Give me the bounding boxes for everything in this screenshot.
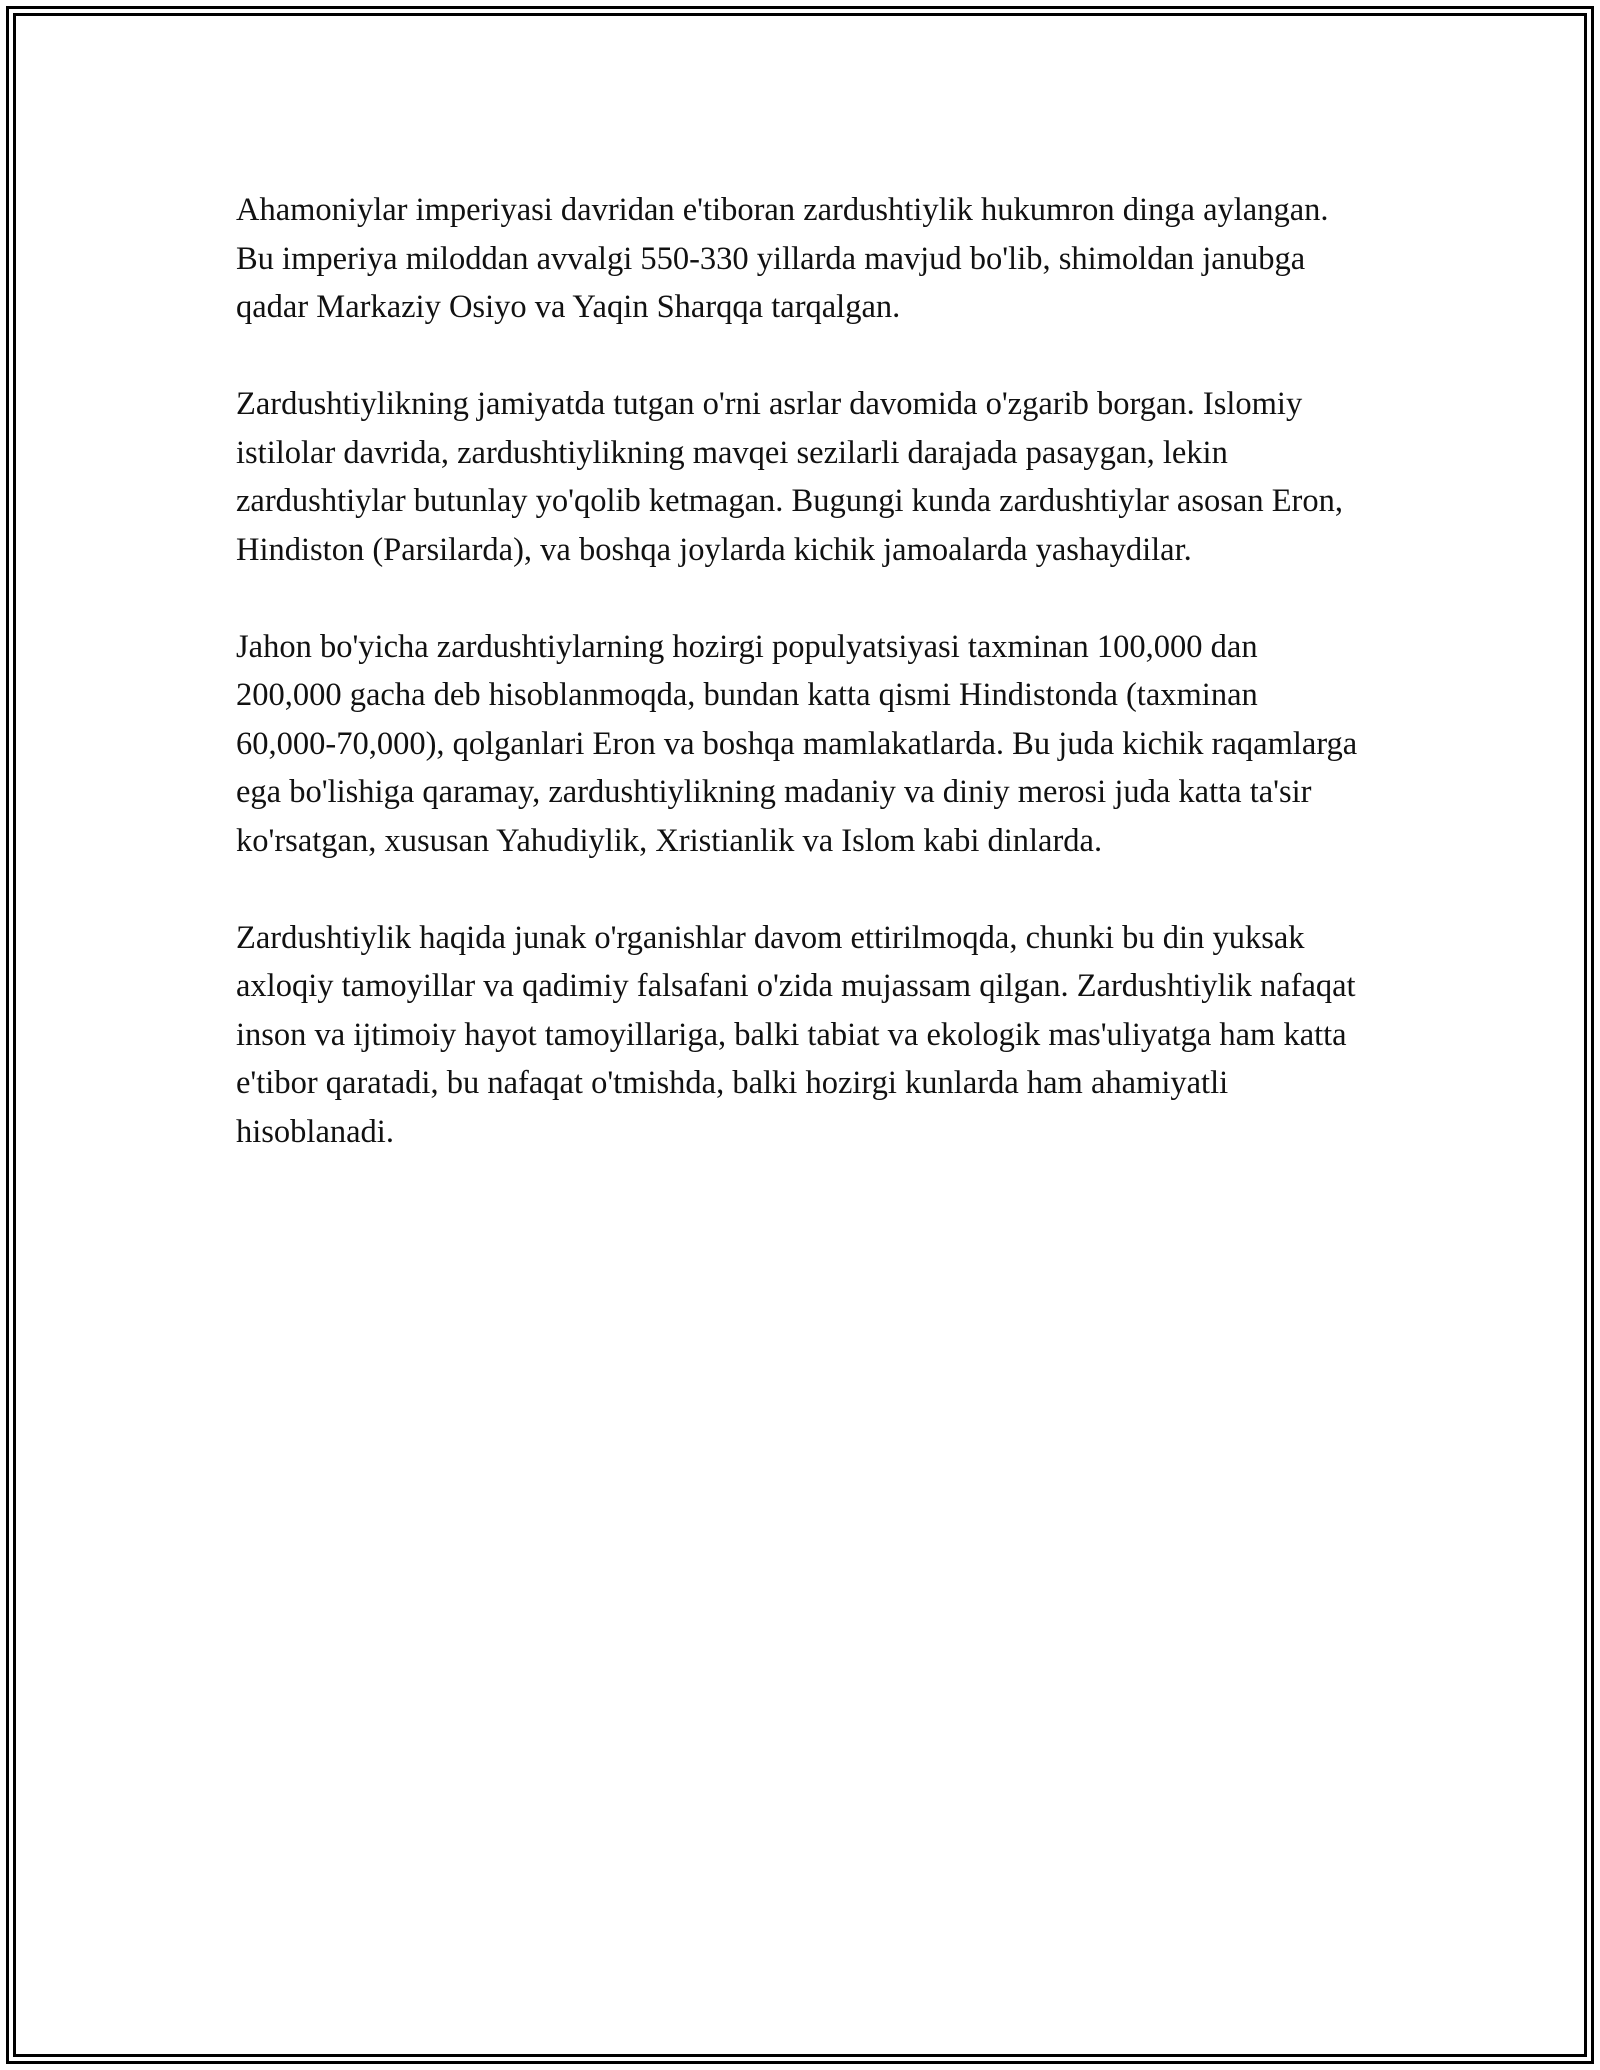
paragraph-3: Jahon bo'yicha zardushtiylarning hozirgi populyatsiyasi taxminan 100,000 dan 200,000 gacha deb hisoblanmoqda, bundan katta qismi Hindistonda (taxminan 60,000-70,000), qolganlari Eron va boshqa mamlakatlarda. Bu juda kichik raqamlarga ega bo'lishiga qaramay, zardushtiylikning madaniy va diniy merosi juda katta ta'sir ko'rsatgan, xususan Yahudiylik, Xristianlik va Islom kabi dinlarda. xyxy=(236,628,1358,859)
paragraph-1: Ahamoniylar imperiyasi davridan e'tiboran zardushtiylik hukumron dinga aylangan. Bu imperiya miloddan avvalgi 550-330 yillarda mavjud bo'lib, shimoldan janubga qadar Markaziy Osiyo va Yaqin Sharqqa tarqalgan. xyxy=(236,192,1329,325)
paragraph-4: Zardushtiylik haqida junak o'rganishlar davom ettirilmoqda, chunki bu din yuksak axloqiy tamoyillar va qadimiy falsafani o'zida mujassam qilgan. Zardushtiylik nafaqat inson va ijtimoiy hayot tamoyillariga, balki tabiat va ekologik mas'uliyatga ham katta e'tibor qaratadi, bu nafaqat o'tmishda, balki hozirgi kunlarda ham ahamiyatli hisoblanadi. xyxy=(236,919,1356,1150)
document-body xyxy=(236,186,1366,1205)
paragraph-2: Zardushtiylikning jamiyatda tutgan o'rni asrlar davomida o'zgarib borgan. Islomiy istilolar davrida, zardushtiylikning mavqei sezilarli darajada pasaygan, lekin zardushtiylar butunlay yo'qolib ketmagan. Bugungi kunda zardushtiylar asosan Eron, Hindiston (Parsilarda), va boshqa joylarda kichik jamoalarda yashaydilar. xyxy=(236,386,1343,568)
